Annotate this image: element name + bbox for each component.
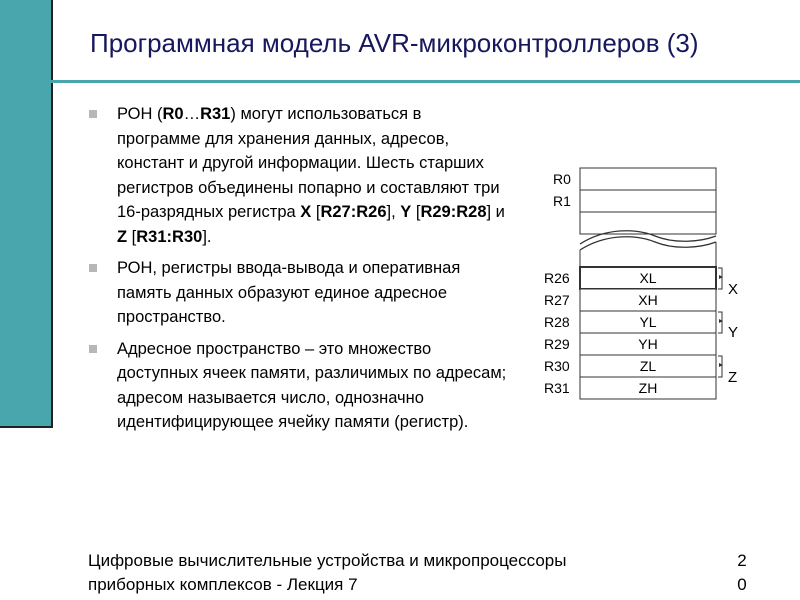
register-cell-r0 <box>580 168 716 190</box>
title-divider <box>38 80 800 83</box>
bullet-square-icon <box>89 110 97 118</box>
page-number-digit: 0 <box>737 575 747 594</box>
break-wave-bottom <box>580 237 716 250</box>
register-ellipsis-sides <box>580 242 716 267</box>
register-cell-label-zh: ZH <box>638 380 658 396</box>
register-ellipsis-body <box>580 212 716 234</box>
pair-bracket-z <box>718 356 737 386</box>
pair-label-z: Z <box>728 369 738 386</box>
register-label-r27: R27 <box>544 292 570 308</box>
bullet-text: РОН (R0…R31) могут использоваться в программе для хранения данных, адресов, констант и другой информации. Шесть старших регистров объединены попарно и составляют три 16-разрядных регистра X [R27:R26], Y [R29:R28] и Z [R31:R30]. <box>117 105 505 246</box>
pair-bracket-y <box>718 312 738 341</box>
bottom-register-rows <box>544 267 716 399</box>
register-label-r29: R29 <box>544 336 570 352</box>
register-cell-label-zl: ZL <box>639 358 657 374</box>
register-label-r31: R31 <box>544 380 570 396</box>
register-label-r26: R26 <box>544 270 570 286</box>
bullet-text: Адресное пространство – это множество доступных ячеек памяти, различимых по адресам; адресом называется число, однозначно идентифицирующее ячейку памяти (регистр). <box>117 339 507 431</box>
register-label-r1: R1 <box>553 193 571 209</box>
pair-label-x: X <box>728 281 739 298</box>
pair-label-y: Y <box>728 324 739 341</box>
page-number <box>735 549 749 597</box>
register-label-r30: R30 <box>544 358 570 374</box>
footer-course-title <box>88 549 566 597</box>
bullet-item <box>88 256 508 330</box>
register-diagram <box>535 160 755 405</box>
register-cell-label-yl: YL <box>639 314 657 330</box>
register-cell-label-yh: YH <box>638 336 658 352</box>
pair-bracket-x <box>718 268 738 298</box>
break-wave-top <box>580 231 716 244</box>
register-cell-label-xl: XL <box>639 270 657 286</box>
footer-line: Цифровые вычислительные устройства и микропроцессоры <box>88 551 567 570</box>
page-number-digit: 2 <box>737 551 747 570</box>
footer-line: приборных комплексов - Лекция 7 <box>88 575 358 594</box>
bullet-item <box>88 102 508 249</box>
register-cell-label-xh: XH <box>638 292 658 308</box>
bullet-text: РОН, регистры ввода-вывода и оперативная память данных образуют единое адресное пространство. <box>117 259 461 326</box>
register-cell-r1 <box>580 190 716 212</box>
slide-title: Программная модель AVR-микроконтроллеров (3) <box>90 28 699 58</box>
bullet-square-icon <box>89 264 97 272</box>
register-label-r28: R28 <box>544 314 570 330</box>
accent-bar <box>0 0 53 428</box>
bullet-square-icon <box>89 345 97 353</box>
bullet-item <box>88 337 508 435</box>
bullet-list <box>88 102 508 442</box>
register-label-r0: R0 <box>553 171 571 187</box>
